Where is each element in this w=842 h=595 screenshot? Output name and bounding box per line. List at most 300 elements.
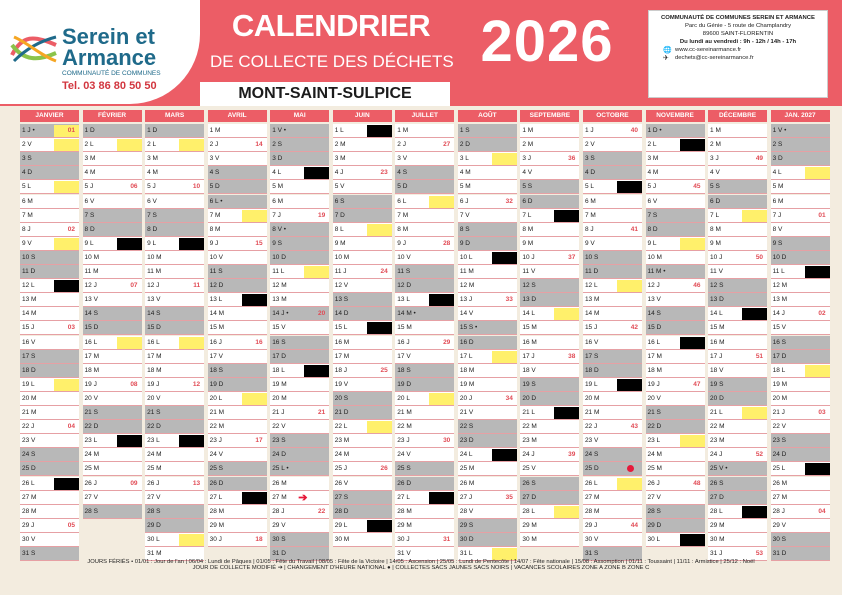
day-label: 9 S (772, 239, 783, 247)
day-cell (708, 406, 767, 420)
day-label: 8 M (710, 225, 721, 233)
day-cell (771, 491, 830, 505)
yellow-bag-marker (54, 181, 79, 193)
week-number: 47 (693, 380, 701, 388)
day-label: 5 M (772, 183, 784, 191)
day-cell (208, 420, 267, 434)
day-cell (583, 350, 642, 364)
day-cell (708, 491, 767, 505)
day-cell (83, 265, 142, 279)
day-cell (83, 180, 142, 194)
day-label: 9 V (584, 239, 595, 247)
day-label: 10 D (272, 253, 286, 261)
day-cell (708, 138, 767, 152)
day-cell (145, 166, 204, 180)
day-label: 4 V (522, 169, 533, 177)
day-cell (708, 378, 767, 392)
day-label: 9 M (710, 239, 721, 247)
day-cell (145, 505, 204, 519)
day-cell (208, 491, 267, 505)
day-cell (145, 378, 204, 392)
black-bag-marker (304, 365, 329, 377)
day-label: 15 D (84, 324, 99, 332)
day-cell (458, 533, 517, 547)
day-label: 30 S (272, 535, 286, 543)
contact-org: COMMUNAUTÉ DE COMMUNES SEREIN ET ARMANCE (661, 15, 815, 21)
day-label: 18 M (84, 366, 99, 374)
day-cell (270, 533, 329, 547)
day-cell (520, 378, 579, 392)
day-label: 14 L (522, 310, 536, 318)
day-label: 23 L (84, 437, 98, 445)
day-cell (583, 533, 642, 547)
day-cell (83, 279, 142, 293)
yellow-bag-marker (242, 210, 267, 222)
day-label: 8 J (584, 225, 594, 233)
day-cell (708, 321, 767, 335)
black-bag-marker (367, 125, 392, 137)
day-cell (333, 138, 392, 152)
day-label: 23 S (272, 437, 286, 445)
day-label: 1 V • (272, 127, 287, 134)
day-cell (20, 477, 79, 491)
day-label: 2 M (334, 141, 346, 149)
contact-email[interactable]: dechets@cc-sereinarmance.fr (675, 55, 754, 61)
day-label: 5 L (22, 183, 32, 191)
day-cell (145, 152, 204, 166)
day-label: 12 J (84, 282, 97, 290)
day-cell (520, 209, 579, 223)
day-label: 22 V (272, 423, 286, 431)
day-cell (145, 293, 204, 307)
week-number: 13 (192, 479, 201, 487)
day-label: 28 S (84, 507, 98, 515)
black-bag-marker (179, 435, 204, 447)
day-cell (208, 519, 267, 533)
day-cell (83, 462, 142, 476)
day-cell (83, 138, 142, 152)
day-cell (583, 392, 642, 406)
black-bag-marker (617, 379, 642, 391)
month-header: JANVIER (20, 110, 79, 122)
day-label: 22 M (710, 423, 725, 431)
week-number: 20 (317, 310, 326, 318)
month-header: AOÛT (458, 110, 517, 122)
week-number: 44 (630, 521, 638, 529)
day-cell (458, 491, 517, 505)
day-cell (83, 434, 142, 448)
day-label: 3 D (272, 155, 283, 163)
contact-city: 89600 SAINT-FLORENTIN (702, 31, 774, 37)
day-label: 30 D (459, 535, 474, 543)
day-cell (458, 406, 517, 420)
day-label: 19 V (334, 380, 349, 388)
day-label: 7 S (147, 211, 157, 219)
day-cell (771, 279, 830, 293)
day-cell (583, 434, 642, 448)
day-label: 6 S (334, 197, 345, 205)
day-label: 2 D (459, 141, 470, 149)
day-cell (583, 491, 642, 505)
day-label: 24 D (772, 451, 787, 459)
yellow-bag-marker (805, 365, 830, 377)
week-number: 03 (67, 324, 75, 332)
day-label: 13 S (334, 296, 349, 304)
contact-website[interactable]: www.cc-sereinarmance.fr (675, 47, 742, 53)
yellow-bag-marker (117, 337, 142, 349)
day-cell (708, 195, 767, 209)
day-label: 8 M (209, 225, 221, 233)
day-label: 13 V (647, 296, 661, 304)
day-cell (333, 152, 392, 166)
day-label: 23 M (522, 437, 537, 445)
week-number: 16 (255, 338, 263, 346)
day-label: 3 V (397, 155, 408, 163)
day-label: 22 S (459, 423, 474, 431)
day-cell (333, 448, 392, 462)
day-cell (395, 152, 454, 166)
day-label: 9 L (147, 239, 157, 247)
day-cell (458, 166, 517, 180)
day-cell (270, 336, 329, 350)
contact-website-row[interactable] (653, 46, 823, 54)
day-cell (520, 350, 579, 364)
day-cell (20, 251, 79, 265)
yellow-bag-marker (742, 407, 767, 419)
day-label: 28 J (772, 507, 785, 515)
day-cell (145, 392, 204, 406)
day-cell (646, 434, 705, 448)
day-label: 20 D (522, 394, 537, 402)
day-label: 7 S (647, 211, 658, 219)
day-label: 2 V (22, 141, 32, 149)
day-label: 6 M (584, 197, 596, 205)
day-label: 6 V (647, 197, 658, 205)
day-label: 22 D (647, 423, 662, 431)
day-cell (270, 209, 329, 223)
day-label: 31 M (147, 550, 162, 557)
day-label: 26 J (84, 479, 97, 487)
day-label: 4 V (710, 169, 720, 177)
day-label: 12 L (22, 282, 35, 290)
day-cell (145, 336, 204, 350)
day-label: 18 V (522, 366, 536, 374)
day-cell (145, 265, 204, 279)
day-cell (771, 434, 830, 448)
day-label: 21 M (397, 409, 412, 416)
day-cell (333, 378, 392, 392)
day-cell (708, 477, 767, 491)
week-number: 04 (67, 423, 75, 431)
day-cell (646, 448, 705, 462)
day-cell (646, 251, 705, 265)
day-cell (270, 124, 329, 138)
day-cell (145, 279, 204, 293)
black-bag-marker (54, 280, 79, 292)
day-cell (583, 307, 642, 321)
month-header: MAI (270, 110, 329, 122)
day-label: 19 J (84, 380, 97, 388)
day-cell (208, 378, 267, 392)
day-cell (708, 336, 767, 350)
day-cell (458, 180, 517, 194)
day-cell (646, 293, 705, 307)
black-bag-marker (492, 449, 517, 461)
day-label: 13 L (397, 296, 410, 304)
day-label: 27 M (272, 493, 287, 501)
day-cell (333, 420, 392, 434)
day-label: 17 V (209, 352, 224, 360)
day-label: 1 L (334, 127, 344, 134)
week-number: 49 (755, 155, 764, 163)
day-label: 28 M (584, 507, 600, 515)
day-label: 29 J (22, 521, 35, 529)
day-cell (83, 237, 142, 251)
day-label: 29 M (397, 521, 412, 529)
black-bag-marker (554, 407, 579, 419)
week-number: 36 (568, 155, 576, 163)
day-cell (646, 364, 705, 378)
day-label: 4 M (147, 169, 158, 177)
day-label: 3 S (584, 155, 595, 163)
day-cell (20, 180, 79, 194)
day-cell (583, 406, 642, 420)
day-label: 22 M (522, 423, 537, 431)
yellow-bag-marker (805, 167, 830, 179)
day-cell (333, 223, 392, 237)
day-label: 20 M (272, 394, 287, 402)
day-label: 29 M (710, 521, 725, 529)
day-label: 26 M (272, 479, 287, 487)
day-label: 4 M (459, 169, 471, 177)
day-cell (708, 209, 767, 223)
day-label: 20 M (22, 394, 37, 402)
yellow-bag-marker (54, 379, 79, 391)
day-label: 5 S (710, 183, 720, 191)
day-label: 22 J (22, 423, 35, 431)
day-label: 1 D (147, 127, 158, 134)
day-cell (520, 448, 579, 462)
day-label: 20 M (584, 394, 600, 402)
week-number: 02 (818, 310, 826, 318)
day-label: 15 V (772, 324, 786, 332)
day-cell (145, 364, 204, 378)
day-cell (583, 462, 642, 476)
day-cell (395, 265, 454, 279)
day-label: 17 D (272, 352, 286, 360)
day-cell (20, 462, 79, 476)
day-label: 25 L • (272, 465, 289, 473)
day-cell (20, 138, 79, 152)
day-cell (708, 223, 767, 237)
day-cell (270, 293, 329, 307)
day-cell (395, 124, 454, 138)
yellow-bag-marker (680, 435, 705, 447)
month-header: JUILLET (395, 110, 454, 122)
black-bag-marker (242, 492, 267, 504)
day-label: 29 M (209, 521, 225, 529)
day-cell (208, 223, 267, 237)
day-label: 24 M (334, 451, 350, 459)
day-cell (333, 251, 392, 265)
day-cell (646, 180, 705, 194)
day-cell (333, 237, 392, 251)
day-label: 18 L (272, 366, 285, 374)
day-label: 31 D (772, 550, 787, 557)
day-cell (583, 336, 642, 350)
day-label: 10 M (334, 253, 350, 261)
day-label: 18 D (584, 366, 599, 374)
day-cell (145, 321, 204, 335)
day-label: 15 D (147, 324, 161, 332)
commune-name: MONT-SAINT-SULPICE (238, 85, 412, 102)
day-label: 9 V (22, 239, 32, 247)
week-number: 51 (755, 352, 764, 360)
day-cell (771, 505, 830, 519)
day-cell (208, 237, 267, 251)
day-label: 1 M (397, 127, 409, 134)
day-label: 2 J (397, 141, 406, 149)
day-cell (583, 152, 642, 166)
day-cell (708, 265, 767, 279)
day-cell (520, 138, 579, 152)
day-cell (708, 350, 767, 364)
day-cell (520, 533, 579, 547)
day-cell (520, 336, 579, 350)
day-label: 25 D (22, 465, 36, 473)
day-cell (583, 505, 642, 519)
black-bag-marker (680, 337, 705, 349)
day-cell (20, 265, 79, 279)
day-label: 10 J (710, 253, 723, 261)
day-cell (708, 307, 767, 321)
day-label: 23 J (397, 437, 410, 445)
day-cell (333, 350, 392, 364)
day-label: 21 D (334, 409, 349, 416)
day-cell (145, 307, 204, 321)
day-label: 11 V (710, 268, 723, 275)
modified-collection-arrow: ➔ (298, 491, 308, 504)
day-cell (458, 336, 517, 350)
day-cell (771, 350, 830, 364)
contact-email-row[interactable] (653, 54, 823, 62)
day-cell (646, 519, 705, 533)
day-label: 25 V • (710, 465, 728, 473)
day-cell (145, 251, 204, 265)
week-number: 02 (67, 225, 75, 233)
day-label: 2 S (772, 141, 783, 149)
day-label: 16 M (334, 338, 350, 346)
day-label: 28 M (22, 507, 37, 515)
week-number: 45 (693, 183, 701, 191)
day-label: 30 S (772, 535, 786, 543)
day-cell (395, 420, 454, 434)
day-label: 25 M (459, 465, 475, 473)
day-label: 7 V (459, 211, 470, 219)
yellow-bag-marker (429, 196, 454, 208)
day-cell (83, 420, 142, 434)
day-label: 30 M (334, 535, 350, 543)
page-subtitle: DE COLLECTE DES DÉCHETS (210, 52, 454, 71)
day-cell (520, 392, 579, 406)
day-cell (145, 124, 204, 138)
week-number: 32 (505, 197, 513, 205)
yellow-bag-marker (367, 421, 392, 433)
legend (0, 559, 842, 571)
day-label: 29 M (522, 521, 537, 529)
day-label: 30 L (147, 535, 160, 543)
day-label: 3 D (772, 155, 783, 163)
day-cell (208, 195, 267, 209)
day-label: 24 M (147, 451, 162, 459)
yellow-bag-marker (429, 393, 454, 405)
day-label: 16 M (522, 338, 537, 346)
day-cell (20, 434, 79, 448)
day-cell (145, 533, 204, 547)
day-cell (520, 124, 579, 138)
day-label: 17 L (459, 352, 473, 360)
phone-number: Tel. 03 86 80 50 50 (62, 80, 157, 92)
day-label: 31 S (22, 550, 36, 557)
day-cell (145, 350, 204, 364)
day-label: 28 M (397, 507, 412, 515)
day-label: 8 V • (272, 225, 287, 233)
day-label: 24 M (84, 451, 99, 459)
month-header: MARS (145, 110, 204, 122)
day-cell (208, 209, 267, 223)
day-label: 21 L (710, 409, 723, 416)
day-cell (208, 279, 267, 293)
day-label: 22 M (209, 423, 225, 431)
day-label: 1 M (710, 127, 721, 134)
day-cell (646, 350, 705, 364)
day-label: 14 S (647, 310, 661, 318)
yellow-bag-marker (54, 238, 79, 250)
day-cell (395, 350, 454, 364)
day-cell (270, 152, 329, 166)
day-cell (270, 307, 329, 321)
day-cell (771, 448, 830, 462)
day-cell (20, 124, 79, 138)
day-cell (145, 448, 204, 462)
day-cell (458, 378, 517, 392)
day-cell (208, 293, 267, 307)
day-cell (395, 251, 454, 265)
day-cell (708, 364, 767, 378)
day-cell (771, 420, 830, 434)
day-cell (520, 462, 579, 476)
logo-line1: Serein et (62, 24, 155, 49)
day-cell (270, 195, 329, 209)
year-label: 2026 (480, 9, 614, 74)
day-label: 19 D (209, 380, 224, 388)
day-label: 16 S (272, 338, 286, 346)
day-label: 15 J (584, 324, 598, 332)
day-cell (646, 392, 705, 406)
day-label: 17 D (772, 352, 787, 360)
day-label: 16 D (459, 338, 474, 346)
day-label: 5 M (272, 183, 284, 191)
day-cell (270, 279, 329, 293)
day-label: 10 L (459, 253, 473, 261)
month-header: OCTOBRE (583, 110, 642, 122)
week-number: 53 (755, 550, 764, 557)
day-cell (395, 321, 454, 335)
day-cell (83, 195, 142, 209)
month-header: JAN. 2027 (771, 110, 830, 122)
day-label: 21 J (272, 409, 285, 416)
day-label: 15 L (334, 324, 348, 332)
